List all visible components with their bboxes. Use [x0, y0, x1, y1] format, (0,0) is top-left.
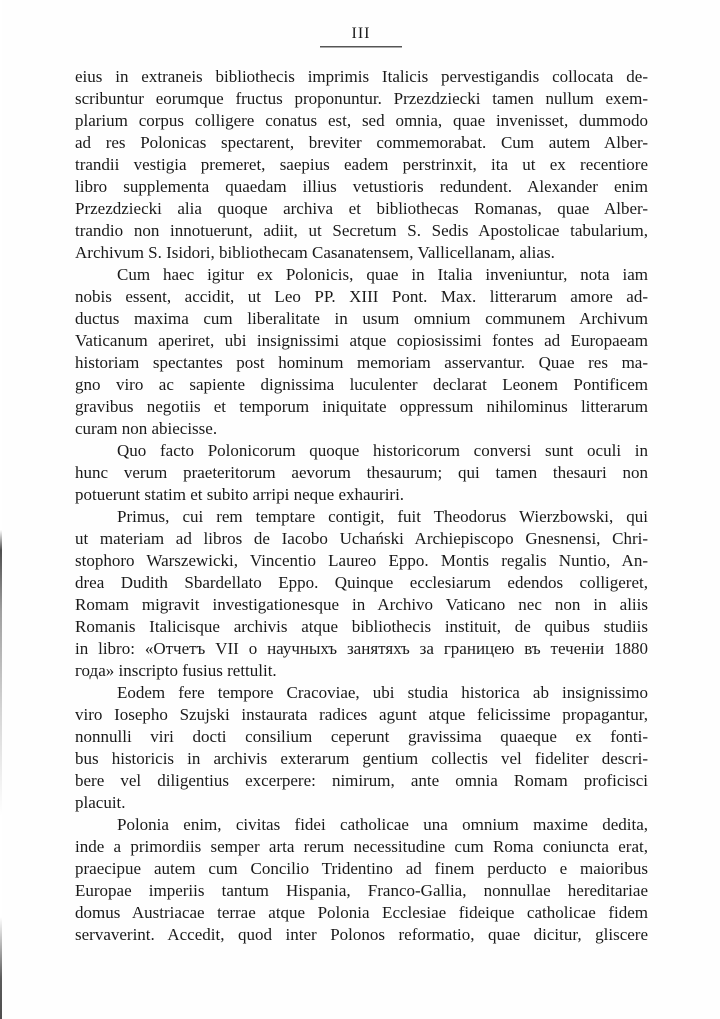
paragraph [75, 440, 648, 506]
text-line: Romam migravit investigationesque in Archivo Vaticano nec non in aliis [75, 595, 648, 614]
text-line: ductus maxima cum liberalitate in usum omnium communem Archivum [75, 309, 648, 328]
scan-edge-shadow [0, 0, 2, 1019]
text-line: trandii vestigia premeret, saepius eadem perstrinxit, ita ut ex recentiore [75, 155, 648, 174]
text-line: libro supplementa quaedam illius vetustioris redundent. Alexander enim [75, 177, 648, 196]
text-line: Archivum S. Isidori, bibliothecam Casanatensem, Vallicellanam, alias. [75, 243, 555, 262]
page-number: III [351, 25, 371, 42]
text-line: Eodem fere tempore Cracoviae, ubi studia historica ab insignissimo [117, 683, 648, 702]
text-line: viro Iosepho Szujski instaurata radices agunt atque felicissime propagantur, [75, 705, 648, 724]
text-line: praecipue autem cum Concilio Tridentino ad finem perducto e maioribus [75, 859, 648, 878]
text-line: Vaticanum aperiret, ubi insignissimi atque copiosissimi fontes ad Europaeam [75, 331, 648, 350]
page-header [320, 24, 402, 48]
text-line: historiam spectantes post hominum memoriam asservantur. Quae res ma- [75, 353, 648, 372]
text-line: trandio non innotuerunt, adiit, ut Secretum S. Sedis Apostolicae tabularium, [75, 221, 648, 240]
text-line: года» inscripto fusius rettulit. [75, 661, 277, 680]
text-line: Primus, cui rem temptare contigit, fuit Theodorus Wierzbowski, qui [117, 507, 648, 526]
text-line: potuerunt statim et subito arripi neque exhauriri. [75, 485, 405, 504]
text-line: gno viro ac sapiente dignissima luculenter declarat Leonem Pontificem [75, 375, 648, 394]
text-line: nobis essent, accidit, ut Leo PP. XIII Pont. Max. litterarum amore ad- [75, 287, 648, 306]
text-line: in libro: «Отчетъ VII о научныхъ занятяхъ за границею въ теченіи 1880 [75, 639, 648, 658]
text-line: nonnulli viri docti consilium ceperunt gravissima quaeque ex fonti- [75, 727, 648, 746]
text-line: plarium corpus colligere conatus est, sed omnia, quae invenisset, dummodo [75, 111, 648, 130]
text-line: hunc verum praeteritorum aevorum thesaurum; qui tamen thesauri non [75, 463, 648, 482]
text-line: stophoro Warszewicki, Vincentio Laureo Eppo. Montis regalis Nuntio, An- [75, 551, 648, 570]
text-line: ut materiam ad libros de Iacobo Uchański Archiepiscopo Gnesnensi, Chri- [75, 529, 648, 548]
text-line: placuit. [75, 793, 126, 812]
text-line: servaverint. Accedit, quod inter Polonos reformatio, quae dicitur, gliscere [75, 925, 648, 944]
header-rule [320, 46, 402, 48]
text-line: Quo facto Polonicorum quoque historicorum conversi sunt oculi in [117, 441, 648, 460]
paragraph [75, 814, 648, 946]
text-line: Romanis Italicisque archivis atque bibliothecis instituit, de quibus studiis [75, 617, 648, 636]
text-line: Przezdziecki alia quoque archiva et bibliothecas Romanas, quae Alber- [75, 199, 648, 218]
text-line: bere vel diligentius excerpere: nimirum, ante omnia Romam proficisci [75, 771, 648, 790]
text-line: domus Austriacae terrae atque Polonia Ecclesiae fideique catholicae fidem [75, 903, 648, 922]
text-line: bus historicis in archivis exterarum gentium collectis vel fideliter descri- [75, 749, 648, 768]
paragraph [75, 264, 648, 440]
text-line: Cum haec igitur ex Polonicis, quae in Italia inveniuntur, nota iam [117, 265, 648, 284]
paragraph [75, 506, 648, 682]
paragraph [75, 66, 648, 264]
text-line: inde a primordiis semper arta rerum necessitudine cum Roma coniuncta erat, [75, 837, 648, 856]
text-line: drea Dudith Sbardellato Eppo. Quinque ecclesiarum edendos colligeret, [75, 573, 648, 592]
text-line: gravibus negotiis et temporum iniquitate oppressum nihilominus litterarum [75, 397, 648, 416]
text-line: ad res Polonicas spectarent, breviter commemorabat. Cum autem Alber- [75, 133, 648, 152]
text-line: Europae imperiis tantum Hispania, Franco-Gallia, nonnullae hereditariae [75, 881, 648, 900]
paragraph [75, 682, 648, 814]
text-line: Polonia enim, civitas fidei catholicae una omnium maxime dedita, [117, 815, 648, 834]
text-line: scribuntur eorumque fructus proponuntur. Przezdziecki tamen nullum exem- [75, 89, 648, 108]
text-line: eius in extraneis bibliothecis imprimis Italicis pervestigandis collocata de- [75, 67, 648, 86]
body-text [75, 66, 648, 946]
text-line: curam non abiecisse. [75, 419, 218, 438]
